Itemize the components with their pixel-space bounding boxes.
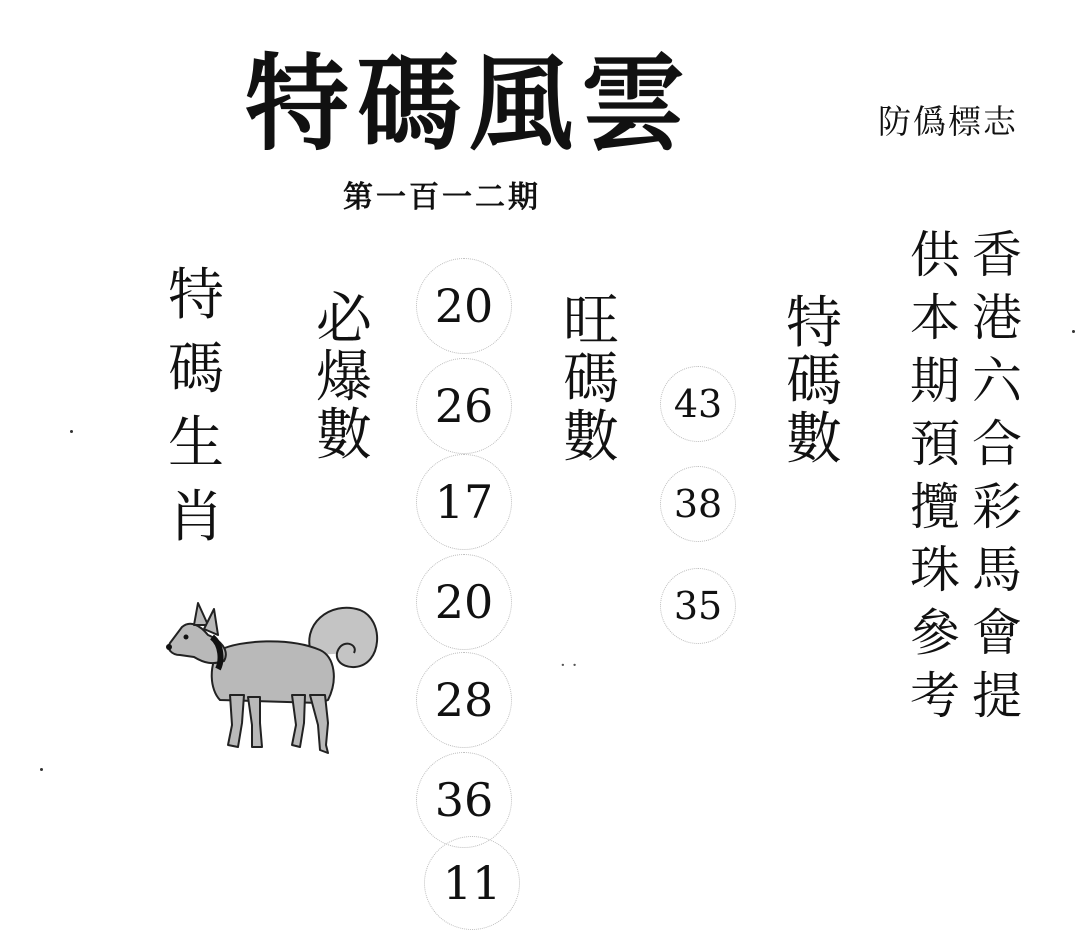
side-note-char: 期 — [910, 352, 960, 410]
zodiac-label-char: 碼 — [168, 337, 224, 402]
must-burst-number: 26 — [416, 358, 512, 454]
side-note-char: 本 — [910, 289, 960, 347]
hot-number: 35 — [660, 568, 736, 644]
hot-numbers-label-char: 數 — [563, 405, 619, 470]
zodiac-label — [168, 263, 224, 564]
special-numbers-label-char: 碼 — [786, 349, 842, 414]
hot-numbers-label-char: 旺 — [563, 289, 619, 354]
zodiac-label-char: 特 — [168, 263, 224, 328]
must-burst-label-char: 爆 — [316, 345, 372, 410]
special-numbers-label-char: 數 — [786, 407, 842, 472]
hot-numbers-label-char: 碼 — [563, 347, 619, 412]
page-title: 特碼風雲 — [245, 42, 694, 165]
must-burst-number: 11 — [424, 836, 520, 930]
must-burst-label-char: 數 — [316, 403, 372, 468]
issue-number: 第一百一二期 — [343, 180, 541, 215]
side-note-char: 會 — [972, 604, 1022, 662]
must-burst-number: 36 — [416, 752, 512, 848]
side-note-char: 港 — [972, 289, 1022, 347]
side-note-char: 提 — [972, 667, 1022, 725]
zodiac-label-char: 肖 — [168, 485, 224, 550]
side-note-char: 考 — [910, 667, 960, 725]
scan-speck — [70, 430, 73, 433]
special-numbers-label — [786, 291, 842, 472]
hot-number: 43 — [660, 366, 736, 442]
side-note-char: 六 — [972, 352, 1022, 410]
side-note-char: 攬 — [910, 478, 960, 536]
must-burst-number: 20 — [416, 258, 512, 354]
must-burst-number: 20 — [416, 554, 512, 650]
side-note-char: 供 — [910, 226, 960, 284]
hot-number: 38 — [660, 466, 736, 542]
divider-dots: ·· — [560, 655, 584, 676]
scan-speck — [40, 768, 43, 771]
must-burst-label-char: 必 — [316, 287, 372, 352]
side-note — [906, 226, 1026, 734]
special-numbers-label-char: 特 — [786, 291, 842, 356]
dog-icon — [160, 595, 385, 765]
side-note-char: 珠 — [910, 541, 960, 599]
side-note-char: 香 — [972, 226, 1022, 284]
side-note-char: 預 — [910, 415, 960, 473]
anti-counterfeit-label: 防僞標志 — [878, 102, 1018, 141]
scan-speck — [1072, 330, 1075, 333]
must-burst-number: 28 — [416, 652, 512, 748]
side-note-char: 參 — [910, 604, 960, 662]
must-burst-number: 17 — [416, 454, 512, 550]
side-note-char: 合 — [972, 415, 1022, 473]
side-note-char: 馬 — [972, 541, 1022, 599]
zodiac-label-char: 生 — [168, 411, 224, 476]
must-burst-label — [316, 287, 372, 468]
hot-numbers-label — [563, 289, 619, 470]
side-note-char: 彩 — [972, 478, 1022, 536]
